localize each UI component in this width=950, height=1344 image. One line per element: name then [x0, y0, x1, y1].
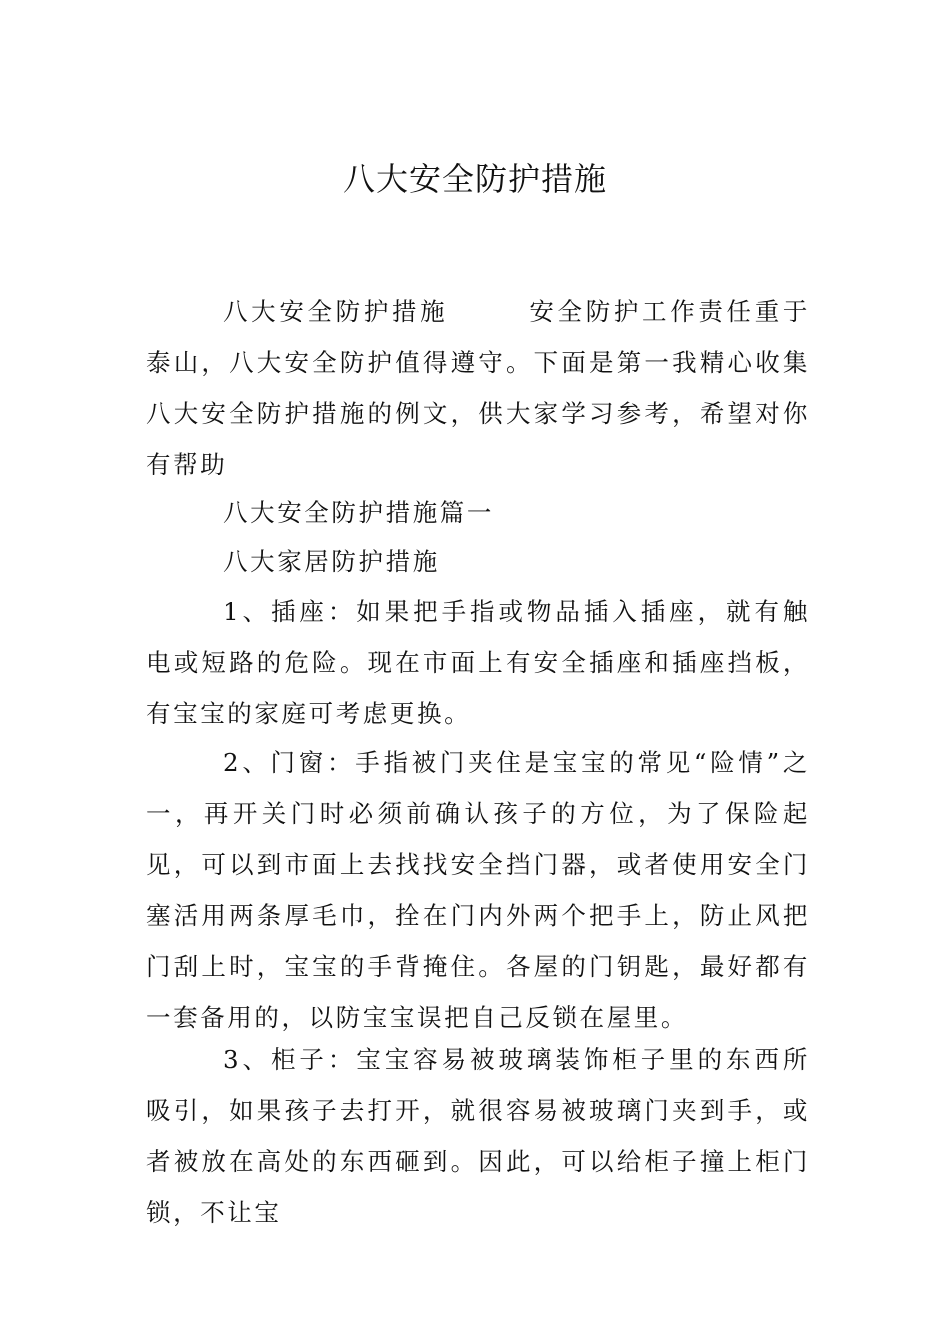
- item-text-1: 1、插座：如果把手指或物品插入插座，就有触电或短路的危险。现在市面上有安全插座和插座挡板，有宝宝的家庭可考虑更换。: [146, 597, 810, 728]
- item-text-2: 2、门窗：手指被门夹住是宝宝的常见“险情”之一，再开关门时必须前确认孩子的方位，为了保险起见，可以到市面上去找找安全挡门器，或者使用安全门塞活用两条厚毛巾，拴在门内外两个把手上，防止风把门刮上时，宝宝的手背掩住。各屋的门钥匙，最好都有一套备用的，以防宝宝误把自己反锁在屋里。: [146, 748, 810, 1032]
- section-title: [146, 487, 810, 538]
- subsection-title-text: 八大家居防护措施: [223, 547, 440, 576]
- item-paragraph-3: [146, 1034, 810, 1238]
- item-text-3: 3、柜子：宝宝容易被玻璃装饰柜子里的东西所吸引，如果孩子去打开，就很容易被玻璃门夹到手，或者被放在高处的东西砸到。因此，可以给柜子撞上柜门锁，不让宝: [146, 1045, 810, 1227]
- intro-lead: 八大安全防护措施: [223, 297, 449, 326]
- section-title-text: 八大安全防护措施篇一: [223, 498, 494, 527]
- item-paragraph-2: [146, 737, 810, 1043]
- intro-text: 安全防护工作责任重于泰山，八大安全防护值得遵守。下面是第一我精心收集八大安全防护措施的例文，供大家学习参考，希望对你有帮助: [146, 297, 810, 479]
- item-paragraph-1: [146, 586, 810, 739]
- document-title: 八大安全防护措施: [342, 160, 607, 198]
- intro-paragraph: [146, 286, 810, 490]
- subsection-title: [146, 536, 810, 587]
